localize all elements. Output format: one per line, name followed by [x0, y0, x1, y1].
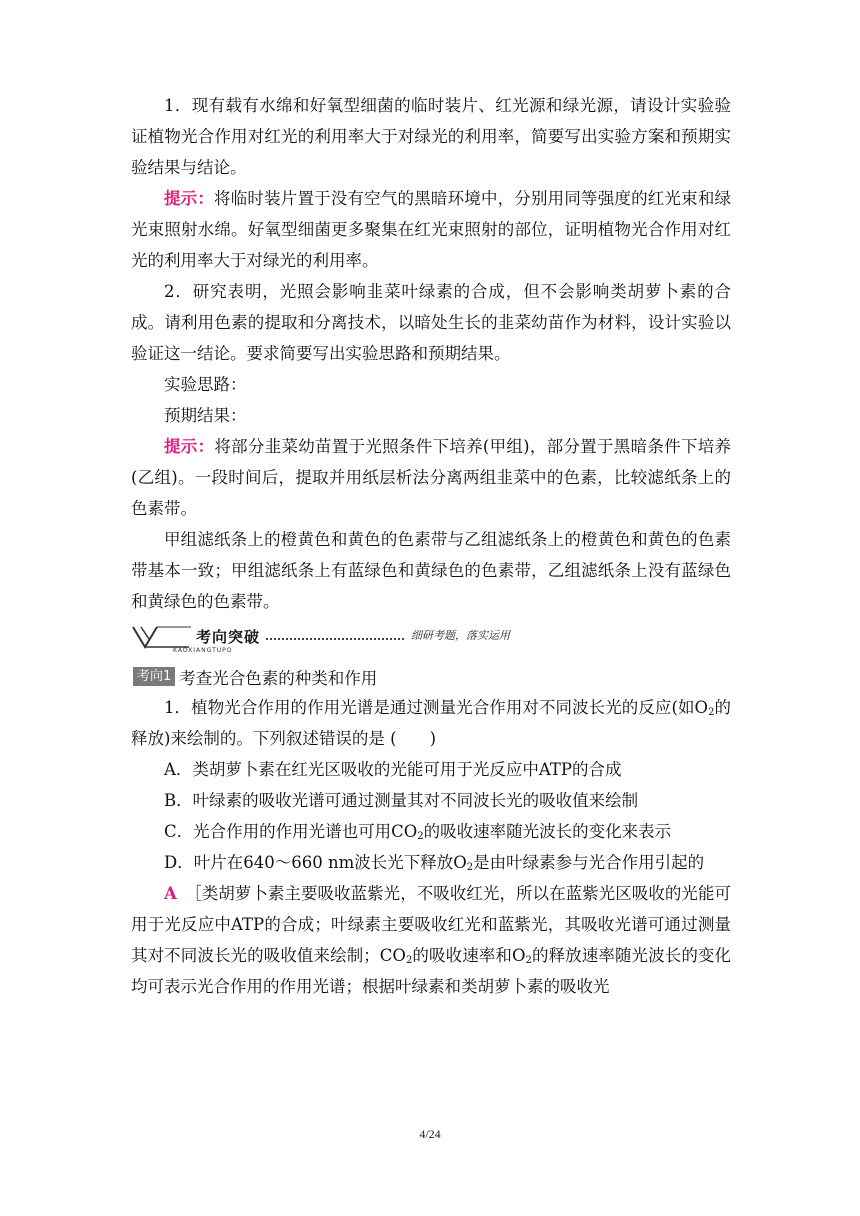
hint-label: 提示： [164, 189, 215, 208]
section-heading [131, 661, 731, 692]
banner-subtitle: 细研考题，落实运用 [411, 629, 510, 642]
stem-part: 1．植物光合作用的作用光谱是通过测量光合作用对不同波长光的反应(如O [164, 698, 709, 717]
explanation-part: ［类胡萝卜素主要吸收蓝紫光，不吸收红光，所以在蓝紫光区吸收的光能可用于光反应中ATP的合成；叶绿素主要吸收红光和蓝紫光，其吸收光谱可通过测量其对不同波长光的吸收值来绘制；CO [131, 884, 732, 965]
answer-letter: A [164, 884, 177, 903]
option-c [131, 816, 731, 847]
question-1-text: 1．现有载有水绵和好氧型细菌的临时装片、红光源和绿光源，请设计实验验证植物光合作用对红光的利用率大于对绿光的利用率，简要写出实验方案和预期实验结果与结论。 [131, 96, 731, 177]
subscript: 2 [417, 831, 424, 842]
subscript: 2 [525, 955, 532, 966]
page-number: 4/24 [419, 1127, 441, 1141]
section-banner [131, 623, 731, 657]
option-part: D．叶片在640～660 nm波长光下释放O [164, 853, 467, 872]
page-content [131, 90, 731, 1002]
hint-text: 将临时装片置于没有空气的黑暗环境中，分别用同等强度的红光束和绿光束照射水绵。好氧型细菌更多聚集在红光束照射的部位，证明植物光合作用对红光的利用率大于对绿光的利用率。 [131, 189, 732, 270]
banner-title: 考向突破 [196, 628, 261, 646]
option-part: 是由叶绿素参与光合作用引起的 [473, 853, 705, 872]
hint-text: 将部分韭菜幼苗置于光照条件下培养(甲组)，部分置于黑暗条件下培养(乙组)。一段时间后，提取并用纸层析法分离两组韭菜中的色素，比较滤纸条上的色素带。 [131, 437, 732, 518]
question-2-hint [131, 431, 731, 524]
question-3-stem [131, 692, 731, 754]
option-b: B．叶绿素的吸收光谱可通过测量其对不同波长光的吸收值来绘制 [164, 791, 639, 810]
question-1-hint [131, 183, 731, 276]
subscript: 2 [405, 955, 413, 966]
option-a: A．类胡萝卜素在红光区吸收的光能可用于光反应中ATP的合成 [164, 760, 622, 779]
section-title: 考查光合色素的种类和作用 [179, 668, 378, 688]
subscript: 2 [466, 862, 474, 873]
stem-part: 的释放)来绘制的。下列叙述错误的是 ( ) [131, 698, 732, 748]
label-experiment-idea: 实验思路： [164, 375, 247, 394]
explanation-part: 的释放速率随光波长的变化均可表示光合作用的作用光谱；根据叶绿素和类胡萝卜素的吸收光 [131, 946, 732, 996]
banner-dotted-divider [266, 636, 404, 640]
banner-pinyin: KAOXIANGTUPO [173, 647, 233, 654]
option-d [131, 847, 731, 878]
explanation-part: 的吸收速率和O [412, 946, 526, 965]
question-2-hint-continued: 甲组滤纸条上的橙黄色和黄色的色素带与乙组滤纸条上的橙黄色和黄色的色素带基本一致；甲组滤纸条上有蓝绿色和黄绿色的色素带，乙组滤纸条上没有蓝绿色和黄绿色的色素带。 [131, 530, 731, 611]
option-part: 的吸收速率随光波长的变化来表示 [423, 822, 672, 841]
subscript: 2 [708, 707, 715, 718]
label-expected-result: 预期结果： [164, 406, 247, 425]
answer-explanation [131, 878, 731, 1002]
section-tag: 考向1 [133, 667, 175, 686]
question-2-text: 2．研究表明，光照会影响韭菜叶绿素的合成，但不会影响类胡萝卜素的合成。请利用色素的提取和分离技术，以暗处生长的韭菜幼苗作为材料，设计实验以验证这一结论。要求简要写出实验思路和预期结果。 [131, 282, 731, 363]
option-part: C．光合作用的作用光谱也可用CO [164, 822, 418, 841]
hint-label: 提示： [164, 437, 215, 456]
